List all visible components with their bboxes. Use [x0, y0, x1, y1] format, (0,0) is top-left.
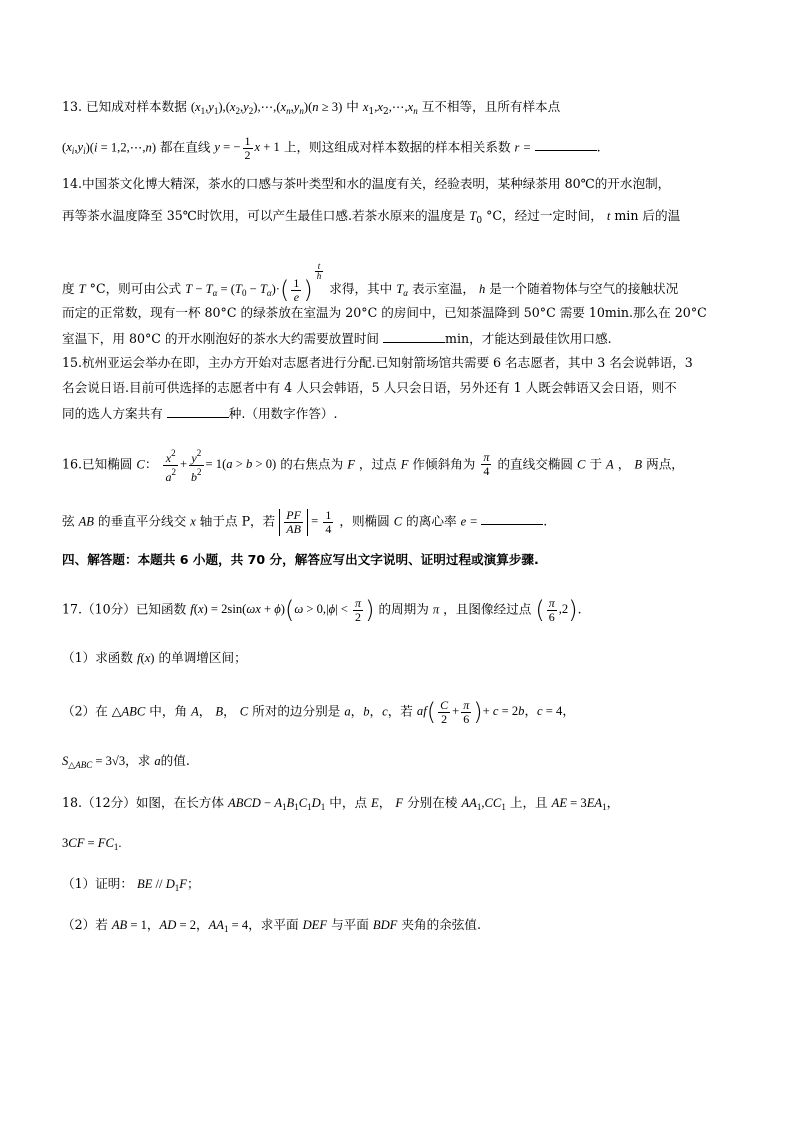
q14-text: 而定的正常数，现有一杯 80°C 的绿茶放在室温为 20°C 的房间中，已知茶温降到 50°C 需要 10min.那么在 20°C [62, 305, 707, 320]
q18-text: 与平面 [331, 917, 369, 932]
q18-text: 中，点 [329, 795, 368, 810]
q13-line-formula: y = − $\frac{1}{2}$ x + 1 [214, 134, 280, 162]
q15-answer-blank[interactable] [167, 405, 229, 418]
q13-text: 互不相等，且所有样本点 [421, 99, 561, 114]
q14-text: 求得，其中 [329, 281, 393, 296]
section-4-heading: 四、解答题：本题共 6 小题，共 70 分，解答应写出文字说明、证明过程或演算步骤. [62, 552, 539, 567]
q16-text: 16.已知椭圆 [62, 456, 133, 472]
q17-text: 的周期为 [378, 601, 429, 617]
q16-ellipse-formula: $\frac{x^2}{a^2}$ + $\frac{y^2}{b^2}$ = 1(a > b > 0) [165, 448, 277, 484]
q14-line-1 [62, 176, 670, 192]
q16-text: 的右焦点为 [280, 456, 344, 472]
q16-line-2: 弦 AB 的垂直平分线交 x 轴于点 P，若 $\frac{PF}{AB}$ = $\frac{1}{4}$ ，则椭圆 C 的离心率 e = . [62, 508, 548, 536]
q16-text: 的直线交椭圆 [497, 456, 573, 472]
q17-text: ，若 [387, 703, 413, 719]
q14-text: 度 [62, 281, 75, 296]
q14-line-4 [62, 305, 707, 321]
q14-text: min 后的温 [614, 208, 681, 223]
q17-point: ( $\frac{\pi}{6}$ ,2) [535, 596, 578, 625]
q13-line-1: 13. 已知成对样本数据 $(x_1,y_1),(x_2,y_2),\cdots,(x_n,y_n)(n \ge 3)$ 中 $x_1,x_2,\cdots,x_n$ 互不相等，且所有样本点 [62, 99, 561, 117]
q16-text: 于 [589, 456, 603, 472]
q17-text: 的单调增区间； [158, 650, 247, 665]
q14-line-2: 再等茶水温度降至 35℃时饮用，可以产生最佳口感.若茶水原来的温度是 $T_0$ °C，经过一定时间， t min 后的温 [62, 208, 681, 226]
q16-text: 作倾斜角为 [412, 456, 476, 472]
q18-part-2: （2）若 AB = 1，AD = 2，$AA_1 = 4$，求平面 DEF 与平面 BDF 夹角的余弦值. [62, 917, 481, 934]
q18-text: 分别在棱 [407, 795, 458, 810]
q15-text: 种.（用数字作答）. [228, 406, 338, 421]
q18-text: 18.（12分）如图，在长方体 [62, 795, 224, 810]
q15-line-3 [62, 405, 338, 422]
q13-text: 13. 已知成对样本数据 [62, 99, 187, 114]
q17-text: 中，角 [149, 703, 188, 719]
q17-text: （2）在 △ [62, 703, 122, 719]
q14-text: °C，则可由公式 [89, 281, 182, 296]
q18-part-1: （1）证明： BE // $D_1F$； [62, 876, 200, 893]
q16-text: 两点， [646, 456, 684, 472]
q16-ratio-formula: $\frac{PF}{AB}$ = $\frac{1}{4}$ [279, 514, 335, 528]
q17-part-2-cont: $S_{\triangle ABC} = 3√3$，求 a的值. [62, 753, 190, 770]
q18-text: （2）若 [62, 917, 108, 932]
q17-text: ， [223, 703, 236, 719]
q17-line-1: 17.（10分）已知函数 f(x) = 2sin(ωx + ϕ)(ω > 0,|ϕ| < $\frac{\pi}{2}$ ) 的周期为 π ，且图像经过点 ( $\frac{\pi}{6}$ ,2). [62, 596, 582, 625]
q17-text: ， [198, 703, 212, 719]
q13-text: 都在直线 [160, 139, 211, 155]
q18-text: ， [606, 795, 620, 810]
q16-text: 轴于点 P，若 [199, 513, 276, 529]
q17-text: ，求 [125, 753, 151, 768]
q16-text: 的离心率 [406, 513, 457, 529]
q18-text: 上，且 [509, 795, 548, 810]
q16-line-1: 16.已知椭圆 C： $\frac{x^2}{a^2}$ + $\frac{y^2}{b^2}$ = 1(a > b > 0) 的右焦点为 F ，过点 F 作倾斜角为 $\frac{\pi}{4}$ 的直线交椭圆 C 于 A ， B 两点， [62, 448, 684, 484]
q14-text: 是一个随着物体与空气的接触状况 [489, 281, 679, 296]
q16-text: ，过点 [358, 456, 397, 472]
q14-text: 表示室温， [412, 281, 475, 296]
q13-data-formula: $(x_1,y_1),(x_2,y_2),\cdots,(x_n,y_n)(n \ge 3)$ [190, 100, 343, 116]
q13-point-formula: $(x_i,y_i)(i$ = 1,2,⋯,n) [62, 140, 157, 157]
q17-text: . [577, 601, 582, 617]
q17-function-formula: f(x) = 2sin(ωx + ϕ)(ω > 0,|ϕ| < $\frac{\pi}{2}$ ) [190, 596, 375, 625]
q13-text: 上，则这组成对样本数据的样本相关系数 [283, 139, 511, 155]
q16-text: 弦 [62, 513, 75, 529]
q17-part-1: （1）求函数 f(x) 的单调增区间； [62, 650, 247, 665]
q13-line-2: $(x_i,y_i)(i$ = 1,2,⋯,n) 都在直线 y = − $\frac{1}{2}$ x + 1 上，则这组成对样本数据的样本相关系数 r = . [62, 134, 601, 162]
q15-line-2 [62, 380, 677, 396]
q18-text: ，求平面 [248, 917, 299, 932]
q18-text: ； [187, 876, 200, 891]
q17-text: 所对的边分别是 [252, 703, 341, 719]
q18-cuboid: ABCD − $A_1B_1C_1D_1$ [228, 796, 326, 812]
q14-text: 再等茶水温度降至 35℃时饮用，可以产生最佳口感.若茶水原来的温度是 [62, 208, 466, 223]
q17-text: ，且图像经过点 [443, 601, 532, 617]
q14-answer-blank[interactable] [383, 330, 445, 343]
q14-text: min，才能达到最佳饮用口感. [445, 331, 612, 346]
q17-text: 17.（10分）已知函数 [62, 601, 187, 617]
q17-text: （1）求函数 [62, 650, 133, 665]
q17-condition-formula: af( $\frac{C}{2}$ + $\frac{\pi}{6}$ )+ c = 2b，c = 4， [416, 698, 575, 727]
q14-text: 室温下，用 80°C 的开水刚泡好的茶水大约需要放置时间 [62, 331, 380, 346]
q15-text: 15.杭州亚运会举办在即，主办方开始对志愿者进行分配.已知射箭场馆共需要 6 名志愿者，其中 3 名会说韩语，3 [62, 355, 693, 370]
q18-line-2 [62, 835, 122, 855]
q15-text: 名会说日语.目前可供选择的志愿者中有 4 人只会韩语，5 人只会日语，另外还有 1 人既会韩语又会日语，则不 [62, 380, 677, 395]
q14-text: 14.中国茶文化博大精深，茶水的口感与茶叶类型和水的温度有关，经验表明，某种绿茶用 80℃的开水泡制， [62, 176, 671, 191]
q16-text: 的垂直平分线交 [98, 513, 187, 529]
q13-answer-blank[interactable] [535, 138, 597, 151]
q16-text: ，则椭圆 [339, 513, 390, 529]
q16-text: ， [617, 456, 631, 472]
q13-x-list: x [362, 100, 369, 114]
q16-text: . [543, 513, 548, 529]
q14-text: °C，经过一定时间， [486, 208, 603, 223]
q17-area-formula: $S_{\triangle ABC} = 3√3$ [62, 754, 126, 770]
q17-part-2: （2）在 △ABC 中，角 A， B， C 所对的边分别是 a，b，c，若 af( $\frac{C}{2}$ + $\frac{\pi}{6}$ )+ c = 2b，c = 4， [62, 698, 575, 727]
q17-text: 的值. [160, 753, 190, 768]
q15-text: 同的选人方案共有 [62, 406, 163, 421]
q18-text: （1）证明： [62, 876, 133, 891]
q18-text: ， [378, 795, 392, 810]
q15-line-1 [62, 355, 693, 371]
q14-cooling-formula: $T - T_\alpha = (T_0 - T_\alpha)\cdot$( $\frac{1}{e}$ ) $\frac{t}{h}$ [185, 261, 322, 305]
q18-line-1: 18.（12分）如图，在长方体 ABCD − $A_1B_1C_1D_1$ 中，点 E， F 分别在棱 $AA_1,CC_1$ 上，且 AE = $3EA_1$， [62, 795, 620, 812]
q18-cf-formula: $3CF = FC_1$. [62, 836, 122, 852]
q14-line-3: 度 T °C，则可由公式 $T - T_\alpha = (T_0 - T_\alpha)\cdot$( $\frac{1}{e}$ ) $\frac{t}{h}$ 求得，其中 $T_\alpha$ 表示室温， h 是一个随着物体与空气的接触状况 [62, 261, 679, 305]
q16-answer-blank[interactable] [481, 512, 543, 525]
q13-text: . [596, 139, 601, 155]
q13-text: 中 [346, 99, 359, 114]
q14-line-5 [62, 330, 612, 347]
q18-text: 夹角的余弦值. [401, 917, 481, 932]
